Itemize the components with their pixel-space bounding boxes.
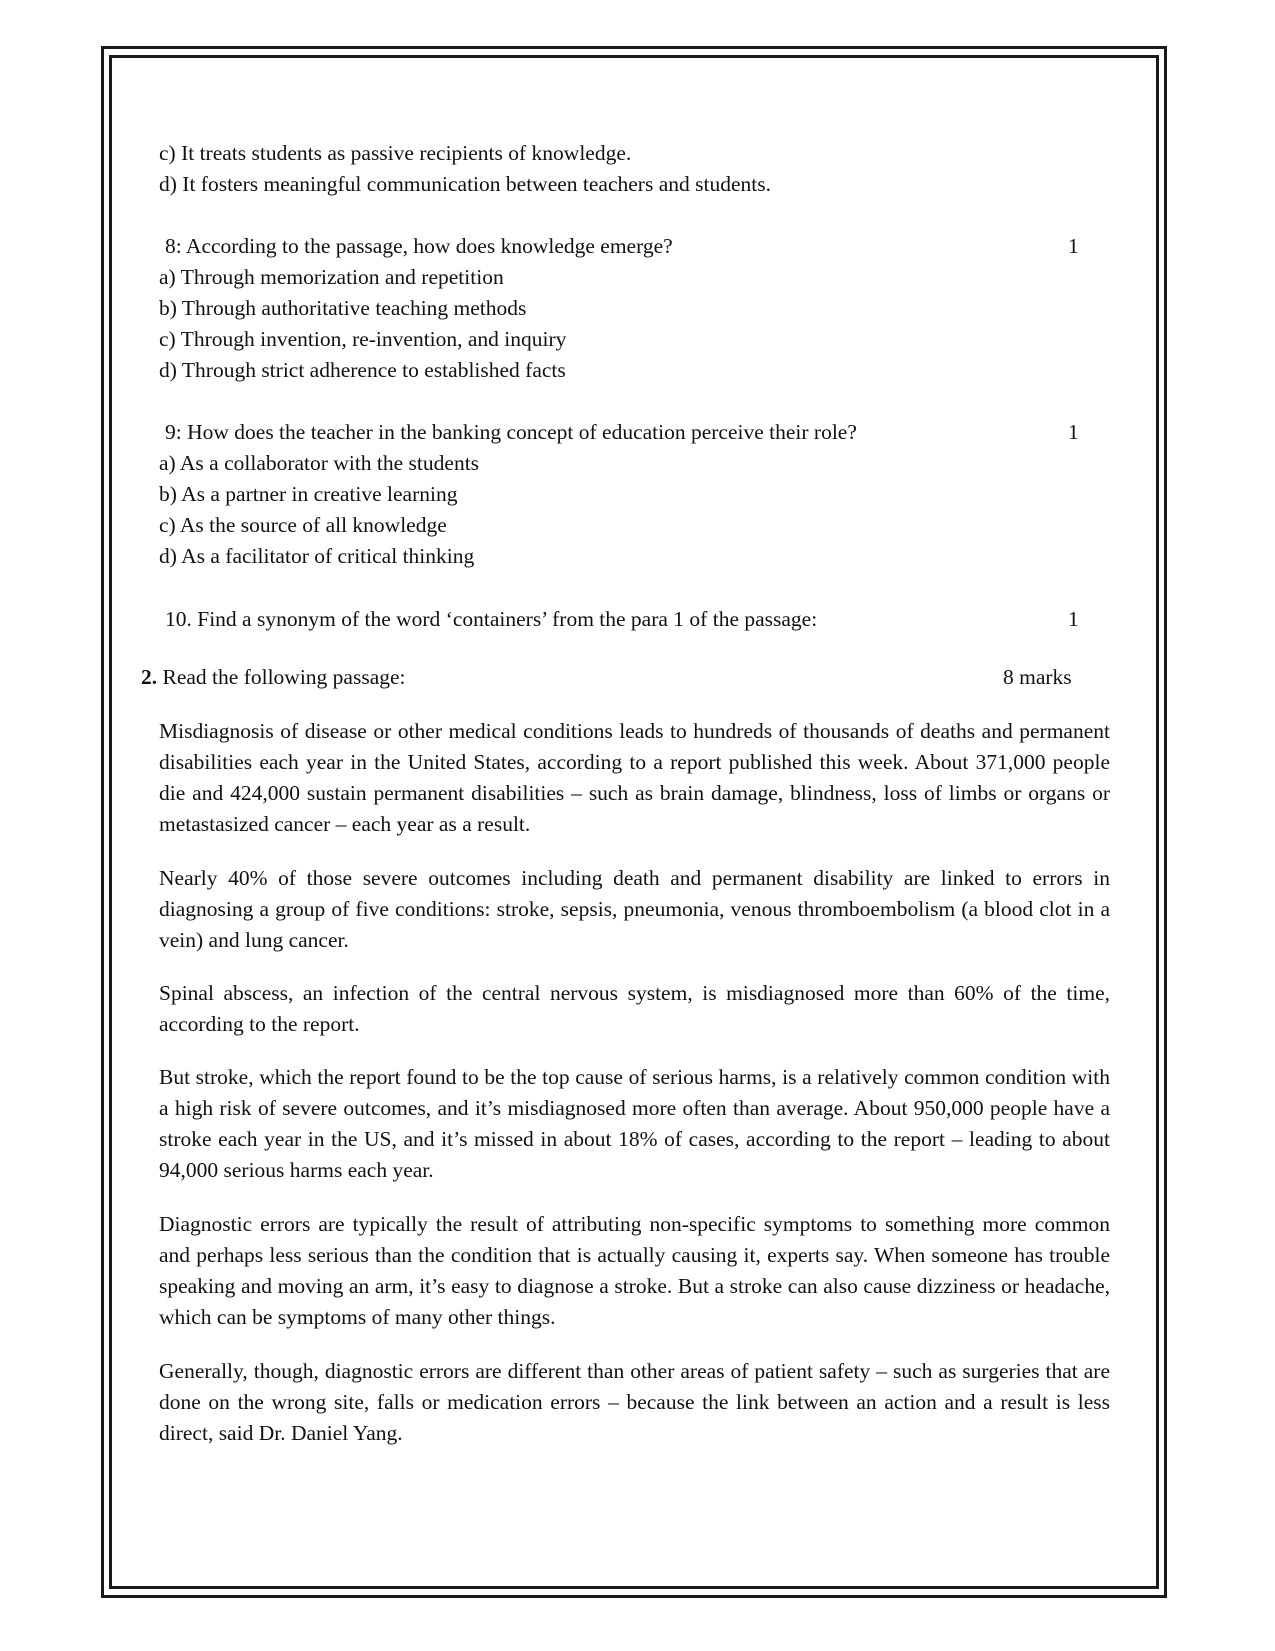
passage-paragraph-2: Nearly 40% of those severe outcomes including death and permanent disability are linked to errors in diagnosing a group of five conditions: stroke, sepsis, pneumonia, venous thromboembolism (a blood clot in a vein) and lung cancer. — [159, 866, 1110, 952]
q9-marks: 1 — [1068, 420, 1079, 444]
prev-option-c: c) It treats students as passive recipients of knowledge. — [159, 141, 632, 165]
q9-option-d: d) As a facilitator of critical thinking — [159, 544, 475, 568]
q9-option-b: b) As a partner in creative learning — [159, 482, 458, 506]
prev-option-d: d) It fosters meaningful communication between teachers and students. — [159, 172, 771, 196]
section2-heading — [141, 662, 406, 692]
q8-option-a: a) Through memorization and repetition — [159, 265, 504, 289]
q9-option-c: c) As the source of all knowledge — [159, 513, 447, 537]
section2-heading-text: Read the following passage: — [157, 665, 406, 689]
passage-paragraph-5: Diagnostic errors are typically the result of attributing non-specific symptoms to something more common and perhaps less serious than the condition that is actually causing it, experts say. When someone has trouble speaking and moving an arm, it’s easy to diagnose a stroke. But a stroke can also cause dizziness or headache, which can be symptoms of many other things. — [159, 1212, 1110, 1329]
section2-number: 2. — [141, 665, 158, 689]
q10-question: 10. Find a synonym of the word ‘containers’ from the para 1 of the passage: — [165, 607, 818, 631]
passage-paragraph-4: But stroke, which the report found to be the top cause of serious harms, is a relatively common condition with a high risk of severe outcomes, and it’s misdiagnosed more often than average. About 950,000 people have a stroke each year in the US, and it’s missed in about 18% of cases, according to the report – leading to about 94,000 serious harms each year. — [159, 1065, 1110, 1182]
passage-paragraph-1: Misdiagnosis of disease or other medical conditions leads to hundreds of thousands of deaths and permanent disabilities each year in the United States, according to a report published this week. About 371,000 people die and 424,000 sustain permanent disabilities – such as brain damage, blindness, loss of limbs or organs or metastasized cancer – each year as a result. — [159, 719, 1110, 836]
passage-paragraph-6: Generally, though, diagnostic errors are different than other areas of patient safety – such as surgeries that are done on the wrong site, falls or medication errors – because the link between an action and a result is less direct, said Dr. Daniel Yang. — [159, 1359, 1110, 1445]
q9-option-a: a) As a collaborator with the students — [159, 451, 480, 475]
section2-marks: 8 marks — [1003, 665, 1072, 689]
q9-question: 9: How does the teacher in the banking concept of education perceive their role? — [165, 420, 857, 444]
q8-option-c: c) Through invention, re-invention, and inquiry — [159, 327, 567, 351]
passage-paragraph-3: Spinal abscess, an infection of the central nervous system, is misdiagnosed more than 60% of the time, according to the report. — [159, 981, 1110, 1036]
q8-option-b: b) Through authoritative teaching methods — [159, 296, 527, 320]
q8-marks: 1 — [1068, 234, 1079, 258]
q8-option-d: d) Through strict adherence to established facts — [159, 358, 566, 382]
q10-marks: 1 — [1068, 607, 1079, 631]
q8-question: 8: According to the passage, how does knowledge emerge? — [165, 234, 673, 258]
